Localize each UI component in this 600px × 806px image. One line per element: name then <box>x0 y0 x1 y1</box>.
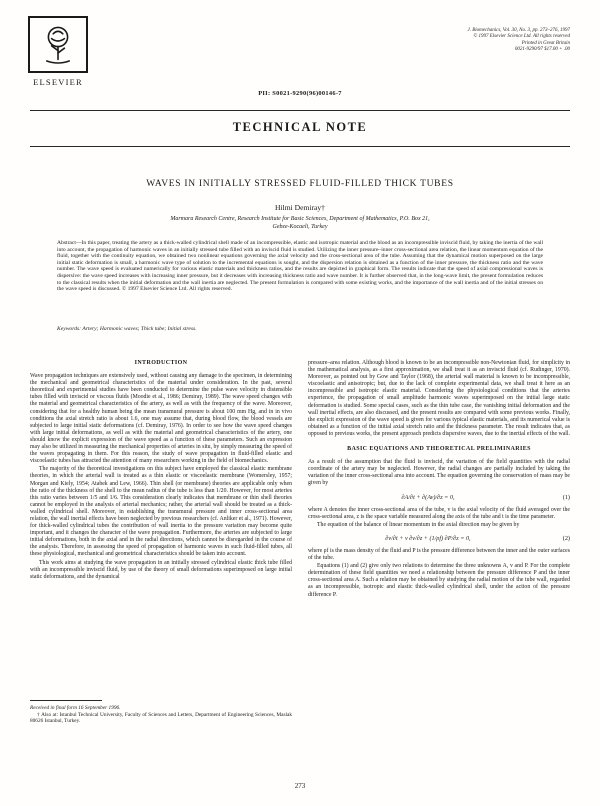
equation-1 <box>308 494 570 501</box>
intro-paragraph-continued: pressure–area relation. Although blood is known to be an incompressible non-Newtonian fluid, for simplicity in the mathematical analysis, as a first approximation, we shall treat it as an inviscid fluid (cf. Rudinger, 1970). Moreover, as pointed out by Gow and Taylor (1968), the arterial wall material is known to be incompressible, viscoelastic and anisotropic; but, due to the lack of complete experimental data, we shall treat it here as an incompressible and isotropic elastic material. Considering the physiological conditions that the arteries experience, the propagation of small amplitude harmonic waves superimposed on the initial large static deformation is studied. Some special cases, such as the thin tube case, the vanishing initial deformation and the wall inertial effects, are also discussed, and the present results are compared with some previous works. Finally, the explicit expression of the wave speed is given for various typical elastic materials, and its numerical value is obtained as a function of the initial axial stretch ratio and the thickness parameter. The result indicates that, as opposed to previous works, the present approach predicts dispersive waves, due to the inertial effects of the wall. <box>308 360 570 437</box>
section2-paragraph-2: where A denotes the inner cross-sectional area of the tube, v is the axial velocity of the fluid averaged over the cross-sectional area, z is the space variable measured along the axis of the tube and t is the time parameter. <box>308 506 570 520</box>
equation-2-body: ∂v/∂t + v ∂v/∂z + (1/ρf) ∂P/∂z = 0, <box>385 534 471 542</box>
section2-paragraph-3: The equation of the balance of linear momentum in the axial direction may be given by <box>317 521 520 528</box>
intro-paragraph-3: This work aims at studying the wave propagation in an initially stressed cylindrical elastic thick tube filled with an incompressible inviscid fluid, by use of the theory of small deformations superimposed on large initial static deformations, and the dynamical <box>30 559 292 580</box>
column-left <box>30 360 292 582</box>
journal-copyright-line: © 1997 Elsevier Science Ltd. All rights reserved <box>473 34 570 40</box>
column-right <box>308 360 570 600</box>
page-number: 273 <box>294 782 306 790</box>
footnote-block <box>30 700 292 725</box>
introduction-heading: INTRODUCTION <box>134 360 188 366</box>
technical-note-banner: TECHNICAL NOTE <box>232 120 368 134</box>
keywords-line: Keywords: Artery; Harmonic waves; Thick tube; Initial stress. <box>57 326 197 332</box>
equation-1-number: (1) <box>562 493 570 501</box>
elsevier-logo <box>28 16 88 73</box>
intro-paragraph-2: The majority of the theoretical investigations on this subject have employed the classical elastic membrane theories, in which the arterial wall is treated as a thin elastic or viscoelastic membrane (Womersley, 1957; Morgan and Kiely, 1954; Atabek and Lew, 1966). Thin shell (or membrane) theories are applicable only when the ratio of the thickness of the shell to the mean radius of the tube is less than 1/20. However, for most arteries this ratio varies between 1/5 and 1/6. This consideration clearly indicates that membrane or thin shell theories cannot be employed in the analysis of arterial mechanics; rather, the arterial wall should be treated as a thick-walled cylindrical shell. Moreover, in establishing the transmural pressure and inner cross-sectional area relation, the wall inertial effects have been neglected by previous researchers (cf. Anliker et al., 1971). However, for thick-walled cylindrical tubes the contribution of wall inertia to the pressure variation may become quite important, and it changes the character of the wave propagation. Furthermore, the arteries are subjected to large initial deformations, both in the axial and in the radial directions, which cannot be disregarded in the course of the analysis. Therefore, in assessing the speed of propagation of harmonic waves in such fluid-filled tubes, all these physiological, mechanical and geometrical characteristics should be taken into account. <box>30 466 292 558</box>
footnote-received: Received in final form 16 September 1996. <box>30 705 121 711</box>
affiliation-line-2: Gebze-Kocaeli, Turkey <box>272 223 328 230</box>
affiliation-line-1: Marmara Research Centre, Research Institute for Basic Sciences, Department of Mathematics, P.O. Box 21, <box>170 216 430 222</box>
section2-paragraph-5: Equations (1) and (2) give only two relations to determine the three unknowns A, v and P. For the complete determination of these field quantities we need a relationship between the pressure difference P and the inner cross-sectional area A. Such a relation may be obtained by studying the radial motion of the tube wall, regarded as an incompressible, isotropic and elastic thick-walled cylindrical shell, under the action of the pressure difference P. <box>308 563 570 598</box>
elsevier-logo-label: ELSEVIER <box>33 77 83 87</box>
equation-2-number: (2) <box>562 534 570 542</box>
equation-1-body: ∂A/∂t + ∂(Av)/∂z = 0, <box>401 493 455 501</box>
journal-citation-line: J. Biomechanics, Vol. 30, No. 3, pp. 273–276, 1997 <box>467 28 570 33</box>
section2-paragraph-4: where ρf is the mass density of the fluid and P is the pressure difference between the inner and the outer surfaces of the tube. <box>308 547 570 562</box>
header-rule-bottom <box>30 146 570 147</box>
author-affiliation <box>0 216 600 231</box>
footnote-rule <box>30 700 102 701</box>
article-title: WAVES IN INITIALLY STRESSED FLUID-FILLED THICK TUBES <box>146 179 454 189</box>
journal-citation-block <box>468 28 571 54</box>
equation-2 <box>308 535 570 542</box>
footnote-affiliation: † Also at: Istanbul Technical University, Faculty of Sciences and Letters, Department of Engineering Sciences, Maslak 80626 Istanbul, Turkey. <box>30 711 292 725</box>
abstract-text: Abstract—In this paper, treating the artery as a thick-walled cylindrical shell made of an incompressible, elastic and isotropic material and the blood as an incompressible inviscid fluid, by taking the inertia of the wall into account, the propagation of harmonic waves in an initially stressed tube filled with an inviscid fluid is studied. Utilizing the inner pressure–inner cross-sectional area relation, the linear momentum equation of the fluid, together with the continuity equation, we obtained two nonlinear equations governing the axial velocity and the cross-sectional area of the tube. Assuming that the dynamical motion superposed on the large initial static deformation is small, a harmonic wave type of solution to the incremental equations is sought, and the dispersion relation is obtained as a function of the inner pressure, the thickness ratio and the wave number. The wave speed is evaluated numerically for various elastic materials and thickness ratios, and the results are depicted in graphical form. The results indicate that the speed of axial compressional waves is dispersive: the wave speed increases with increasing inner pressure, but it decreases with increasing thickness ratio and wave number. It is further observed that, in the long-wave limit, the present formulation reduces to the classical results when the initial deformation and the wall inertia are neglected. The present formulation is compared with some existing works, and the importance of the wall inertia and of the initial stresses on the wave speed is discussed. © 1997 Elsevier Science Ltd. All rights reserved. <box>57 240 543 293</box>
pii-code: PII: S0021-9290(96)00146-7 <box>258 90 342 97</box>
header-rule-top <box>30 110 570 111</box>
intro-paragraph-1: Wave propagation techniques are extensively used, without causing any damage to the specimen, in determining the mechanical and geometrical characteristics of the material under consideration. In the past, several theoretical and experimental studies have been conducted to determine the pulse wave velocity in distensible tubes filled with inviscid or viscous fluids (Moodie et al., 1986; Demiray, 1989). The wave speed changes with the material and geometrical characteristics of the artery, as well as with the frequency of the wave. Moreover, considering that for a healthy human being the mean transmural pressure is about 100 mm Hg, and in in vivo conditions the axial stretch ratio is about 1.6, one may assume that, during blood flow, the blood vessels are subjected to large initial static deformations (cf. Demiray, 1976). In order to see how the wave speed changes with large initial deformations, as well as with the material and geometrical characteristics of the artery, one should know the explicit expression of the wave speed as a function of these parameters. Such an expression may also be utilized in measuring the mechanical properties of arteries in situ, by simply measuring the speed of the waves propagating in them. For this reason, the study of wave propagation in fluid-filled elastic and viscoelastic tubes has attracted the attention of many researchers working in the field of biomechanics. <box>30 373 292 465</box>
section2-paragraph-1: As a result of the assumption that the fluid is inviscid, the variation of the field quantities with the radial coordinate of the artery may be neglected. However, the radial changes are partially included by taking the variation of the inner cross-sectional area into account. The equation governing the conservation of mass may be given by <box>308 459 570 487</box>
journal-printed-line: Printed in Great Britain <box>521 40 570 46</box>
elsevier-tree-icon <box>34 22 82 68</box>
journal-price-line: 0021-9290/97 $17.00 + .00 <box>514 47 570 53</box>
author-name: Hilmi Demiray† <box>275 203 325 212</box>
basic-equations-heading: BASIC EQUATIONS AND THEORETICAL PRELIMINARIES <box>347 446 531 453</box>
